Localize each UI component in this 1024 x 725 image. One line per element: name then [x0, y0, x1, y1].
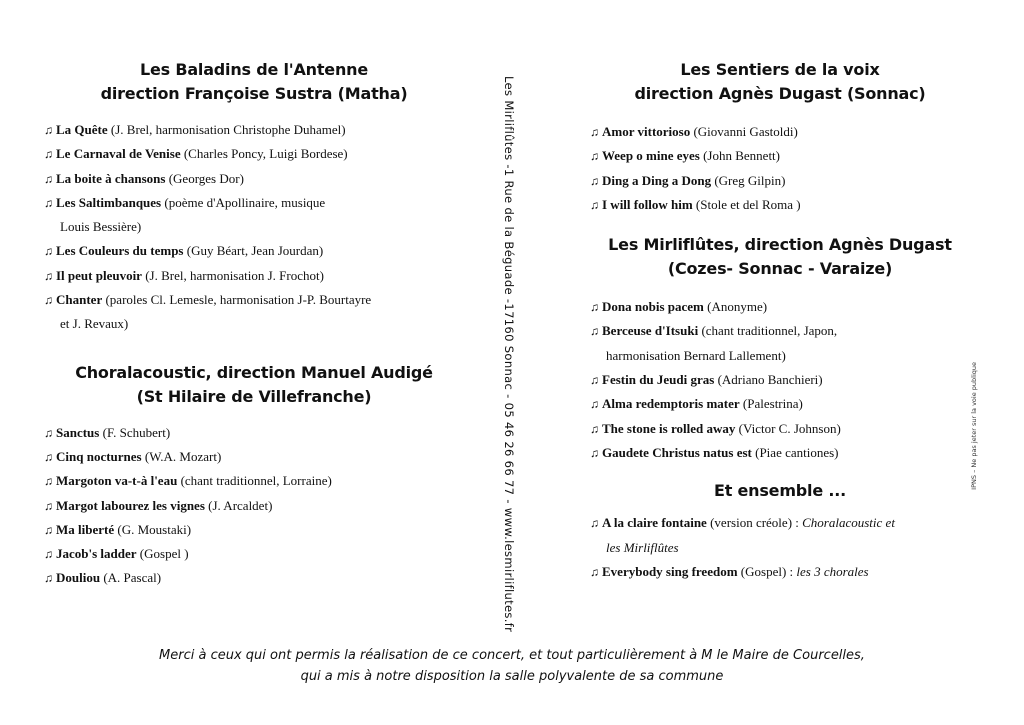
song-detail: (Giovanni Gastoldi)	[693, 124, 798, 139]
song-title: Alma redemptoris mater	[602, 396, 740, 412]
section-heading: Les Mirliflûtes, direction Agnès Dugast	[608, 235, 952, 255]
music-note-icon: ♫	[44, 571, 53, 586]
song-item	[590, 169, 970, 193]
song-title: Dona nobis pacem	[602, 299, 704, 315]
song-item	[44, 445, 464, 469]
song-title: Sanctus	[56, 424, 100, 440]
song-item	[44, 264, 464, 288]
section-subheading: direction Agnès Dugast (Sonnac)	[634, 84, 926, 103]
footer-line: Merci à ceux qui ont permis la réalisation de ce concert, et tout particulièrement à M le Maire de Courcelles,	[159, 648, 865, 663]
song-detail-continued: et J. Revaux)	[60, 316, 129, 332]
music-note-icon: ♫	[590, 149, 599, 164]
song-title: Chanter	[56, 292, 103, 308]
song-item	[590, 319, 970, 368]
song-title: Ma liberté	[56, 521, 115, 537]
song-detail-continued: Louis Bessière)	[60, 219, 142, 235]
song-item	[44, 288, 464, 337]
song-title: Jacob's ladder	[56, 546, 137, 562]
song-detail: (chant traditionnel, Lorraine)	[180, 473, 332, 489]
music-note-icon: ♫	[44, 171, 53, 186]
song-title: Margot labourez les vignes	[56, 497, 205, 513]
footer-line: qui a mis à notre disposition la salle polyvalente de sa commune	[300, 669, 724, 684]
song-detail: (J. Brel, harmonisation Christophe Duhamel)	[110, 122, 346, 137]
song-detail: (Adriano Banchieri)	[717, 372, 823, 388]
song-detail: (J. Brel, harmonisation J. Frochot)	[145, 267, 324, 283]
song-item	[590, 392, 970, 416]
song-item	[590, 417, 970, 441]
section-mirliflutes	[590, 233, 970, 465]
music-note-icon: ♫	[590, 564, 599, 579]
song-detail: (Charles Poncy, Luigi Bordese)	[183, 146, 348, 162]
music-note-icon: ♫	[590, 173, 599, 188]
song-title: La boite à chansons	[56, 170, 166, 186]
song-list	[44, 421, 464, 591]
song-item	[44, 239, 464, 263]
song-item	[44, 191, 464, 240]
section-subheading: direction Françoise Sustra (Matha)	[100, 84, 408, 103]
song-title: Berceuse d'Itsuki	[602, 323, 699, 339]
music-note-icon: ♫	[590, 125, 599, 139]
song-title: The stone is rolled away	[602, 420, 736, 436]
song-title: Douliou	[56, 570, 101, 586]
music-note-icon: ♫	[44, 425, 53, 440]
music-note-icon: ♫	[44, 268, 53, 283]
music-note-icon: ♫	[44, 195, 53, 210]
song-detail: (version créole) :	[710, 515, 799, 531]
section-heading: Choralacoustic, direction Manuel Audigé	[75, 362, 433, 382]
song-list	[590, 120, 970, 217]
song-detail: (Palestrina)	[742, 396, 803, 412]
song-title: Festin du Jeudi gras	[602, 372, 715, 388]
song-item	[44, 421, 464, 445]
song-detail-continued: harmonisation Bernard Lallement)	[606, 347, 786, 363]
ipns-note: IPNS – Ne pas jeter sur la voie publique	[970, 362, 978, 490]
song-detail: (Gospel )	[139, 546, 189, 562]
song-item	[590, 295, 970, 319]
song-list	[44, 118, 464, 337]
song-list	[590, 295, 970, 465]
right-column	[590, 58, 970, 584]
song-title: Weep o mine eyes	[602, 148, 700, 164]
song-detail: (chant traditionnel, Japon,	[701, 323, 838, 339]
song-detail: (W.A. Mozart)	[144, 448, 222, 464]
song-detail: (poème d'Apollinaire, musique	[164, 194, 326, 210]
music-note-icon: ♫	[44, 522, 53, 537]
song-title: Margoton va-t-à l'eau	[56, 473, 178, 489]
section-heading: Et ensemble ...	[713, 481, 847, 501]
song-detail: (Guy Béart, Jean Jourdan)	[186, 243, 324, 259]
song-title: Il peut pleuvoir	[56, 267, 142, 283]
song-title: A la claire fontaine	[602, 515, 707, 531]
song-detail: (Piae cantiones)	[755, 444, 839, 460]
music-note-icon: ♫	[590, 516, 599, 531]
song-detail: (Stole et del Roma )	[695, 196, 801, 212]
song-detail: (Victor C. Johnson)	[738, 420, 841, 436]
music-note-icon: ♫	[44, 449, 53, 464]
music-note-icon: ♫	[590, 324, 599, 339]
song-title: Gaudete Christus natus est	[602, 444, 752, 460]
vertical-address: Les Mirliflûtes -1 Rue de la Béguade -17160 Sonnac - 05 46 26 66 77 - www.lesmirliflutes.fr	[502, 76, 516, 633]
music-note-icon: ♫	[590, 197, 599, 212]
song-item	[590, 511, 970, 560]
song-item	[590, 441, 970, 465]
song-item	[44, 518, 464, 542]
song-item	[44, 142, 464, 166]
music-note-icon: ♫	[590, 373, 599, 388]
section-heading: Les Sentiers de la voix	[680, 60, 880, 79]
section-sentiers	[590, 58, 970, 217]
song-title: Ding a Ding a Dong	[602, 172, 712, 188]
music-note-icon: ♫	[44, 498, 53, 513]
music-note-icon: ♫	[590, 421, 599, 436]
song-detail: (Gospel) :	[740, 563, 794, 579]
song-performers: les 3 chorales	[796, 563, 869, 579]
music-note-icon: ♫	[44, 293, 53, 308]
music-note-icon: ♫	[590, 397, 599, 412]
song-title: Everybody sing freedom	[602, 563, 738, 579]
song-list	[590, 511, 970, 584]
song-detail: (Greg Gilpin)	[714, 172, 786, 188]
song-detail-continued: les Mirliflûtes	[606, 539, 679, 555]
song-title: Les Saltimbanques	[56, 194, 162, 210]
section-subheading: (Cozes- Sonnac - Varaize)	[667, 259, 893, 279]
section-subheading: (St Hilaire de Villefranche)	[136, 386, 372, 406]
left-column	[44, 58, 464, 591]
song-item	[44, 566, 464, 590]
song-item	[44, 542, 464, 566]
section-baladins	[44, 58, 464, 337]
song-item	[44, 167, 464, 191]
music-note-icon: ♫	[44, 547, 53, 562]
song-detail: (A. Pascal)	[103, 570, 162, 586]
song-title: Le Carnaval de Venise	[56, 146, 181, 162]
section-heading: Les Baladins de l'Antenne	[139, 60, 368, 79]
song-item	[44, 469, 464, 493]
music-note-icon: ♫	[590, 445, 599, 460]
song-item	[590, 368, 970, 392]
song-item	[590, 120, 970, 144]
music-note-icon: ♫	[44, 244, 53, 259]
music-note-icon: ♫	[590, 300, 599, 315]
song-detail: (Anonyme)	[707, 299, 768, 315]
song-item	[590, 193, 970, 217]
song-title: Les Couleurs du temps	[56, 243, 184, 259]
song-item	[590, 144, 970, 168]
music-note-icon: ♫	[44, 474, 53, 489]
song-title: Amor vittorioso	[602, 124, 691, 139]
song-detail: (paroles Cl. Lemesle, harmonisation J-P. Bourtayre	[105, 292, 372, 308]
song-detail: (J. Arcaldet)	[208, 497, 273, 513]
song-detail: (John Bennett)	[703, 148, 780, 164]
song-detail: (F. Schubert)	[102, 424, 171, 440]
song-item	[590, 560, 970, 584]
song-detail: (Georges Dor)	[168, 170, 244, 186]
section-ensemble	[590, 479, 970, 584]
song-title: Cinq nocturnes	[56, 448, 142, 464]
song-item	[44, 118, 464, 142]
song-item	[44, 494, 464, 518]
music-note-icon: ♫	[44, 123, 53, 137]
song-title: I will follow him	[602, 196, 693, 212]
song-performers: Choralacoustic et	[802, 515, 895, 531]
music-note-icon: ♫	[44, 147, 53, 162]
song-title: La Quête	[56, 122, 108, 137]
section-choralacoustic	[44, 361, 464, 591]
footer-thanks	[0, 645, 1024, 687]
song-detail: (G. Moustaki)	[117, 521, 192, 537]
